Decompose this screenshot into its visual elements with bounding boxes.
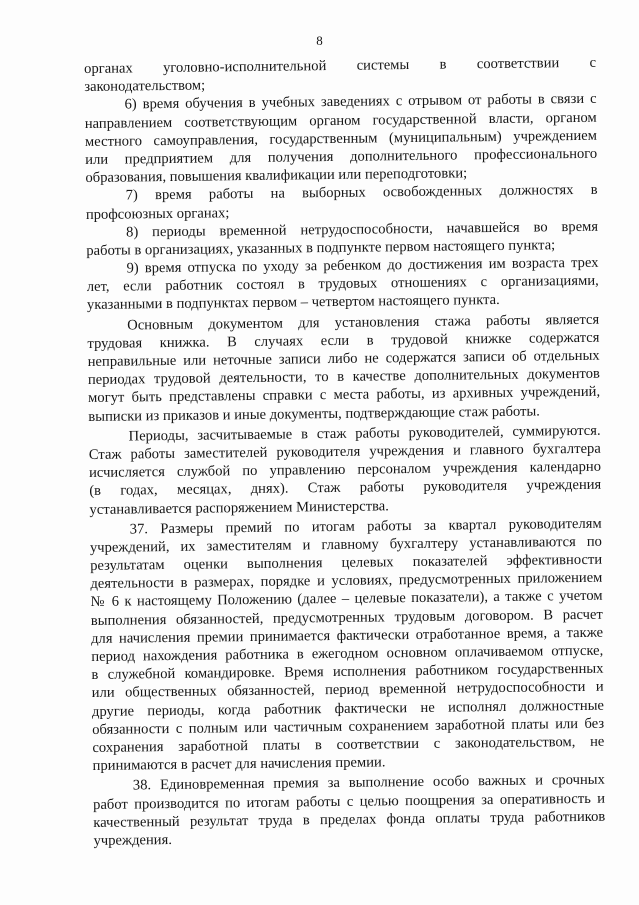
text-line: лет, если работник состоял в трудовых отношениях с организациями, xyxy=(86,272,599,296)
text-line: сохранения заработной платы в соответствии с законодательством, не xyxy=(92,733,605,756)
text-line: местного самоуправления, государственным (муниципальным) учреждением xyxy=(84,127,598,150)
text-line: 6) время обучения в учебных заведениях с отрывом от работы в связи с xyxy=(124,91,597,113)
text-line: неправильные или неточные записи либо не содержатся записи об отдельных xyxy=(87,347,600,370)
text-line: период нахождения работника в ежегодном основном оплачиваемом отпуске, xyxy=(91,642,604,665)
document-body xyxy=(84,54,606,850)
text-line: работы в организациях, указанных в подпункте первом настоящего пункта; xyxy=(86,237,556,259)
text-line: устанавливается распоряжением Министерства. xyxy=(89,497,389,518)
text-line: Основным документом для установления стажа работы является xyxy=(127,311,600,334)
text-line: результатам оценки выполнения целевых показателей эффективности xyxy=(90,551,603,575)
text-line: учреждений, их заместителям и главному бухгалтеру устанавливаются по xyxy=(89,533,603,556)
text-line: указанными в подпунктах первом – четвертом настоящего пункта. xyxy=(86,292,500,314)
text-line: Стаж работы заместителей руководителя учреждения и главного бухгалтера xyxy=(88,440,601,463)
page-number: 8 xyxy=(316,33,323,48)
text-line: 8) периоды временной нетрудоспособности, начавшейся во время xyxy=(126,218,599,241)
text-line: образования, повышения квалификации или переподготовки; xyxy=(85,165,468,187)
text-line: (в годах, месяцах, днях). Стаж работы руководителя учреждения xyxy=(89,477,602,500)
text-line: 38. Единовременная премия за выполнение особо важных и срочных xyxy=(132,772,605,794)
text-line: 9) время отпуска по уходу за ребенком до достижения им возраста трех xyxy=(126,254,599,277)
text-line: обязанности с полным или частичным сохранением заработной платы или без xyxy=(92,715,605,738)
text-line: работ производится по итогам работы с целью поощрения за оперативность и xyxy=(92,790,606,813)
text-line: профсоюзных органах; xyxy=(85,204,230,223)
text-line: могут быть представлены справки с места работы, из архивных учреждений, xyxy=(88,384,601,407)
text-line: законодательством; xyxy=(84,77,206,96)
text-line: выполнения обязанностей, предусмотренных трудовым договором. В расчет xyxy=(90,606,603,629)
text-line: для начисления премии принимается фактически отработанное время, а также xyxy=(90,624,604,647)
text-line: трудовая книжка. В случаях если в трудовой книжке содержатся xyxy=(87,329,600,352)
text-line: органах уголовно-исполнительной системы в соответствии с xyxy=(84,54,597,77)
text-line: другие периоды, когда работник фактически не исполнял должностные xyxy=(91,697,605,720)
text-line: периодах трудовой деятельности, то в качестве дополнительных документов xyxy=(87,365,600,389)
text-line: принимаются в расчет для начисления премии. xyxy=(92,754,386,775)
text-line: 37. Размеры премий по итогам работы за квартал руководителям xyxy=(129,515,602,538)
text-line: выписки из приказов и иные документы, подтверждающие стаж работы. xyxy=(88,403,540,425)
text-line: направлением соответствующим органом государственной власти, органом xyxy=(84,109,597,132)
text-line: деятельности в размерах, порядке и условиях, предусмотренных приложением xyxy=(90,569,603,593)
text-line: качественный результат труда в пределах фонда оплаты труда работников xyxy=(93,808,606,831)
text-line: в служебной командировке. Время исполнения работником государственных xyxy=(91,660,604,684)
text-line: или общественных обязанностей, период временной нетрудоспособности и xyxy=(91,679,604,702)
text-line: исчисляется службой по управлению персоналом учреждения календарно xyxy=(88,458,602,482)
text-line: 7) время работы на выборных освобожденных должностях в xyxy=(125,182,598,204)
text-line: № 6 к настоящему Положению (далее – целевые показатели), а также с учетом xyxy=(90,588,603,611)
text-line: или предприятием для получения дополнительного профессионального xyxy=(85,145,598,168)
text-line: Периоды, засчитываемые в стаж работы руководителей, суммируются. xyxy=(128,422,601,445)
text-line: учреждения. xyxy=(93,831,173,849)
